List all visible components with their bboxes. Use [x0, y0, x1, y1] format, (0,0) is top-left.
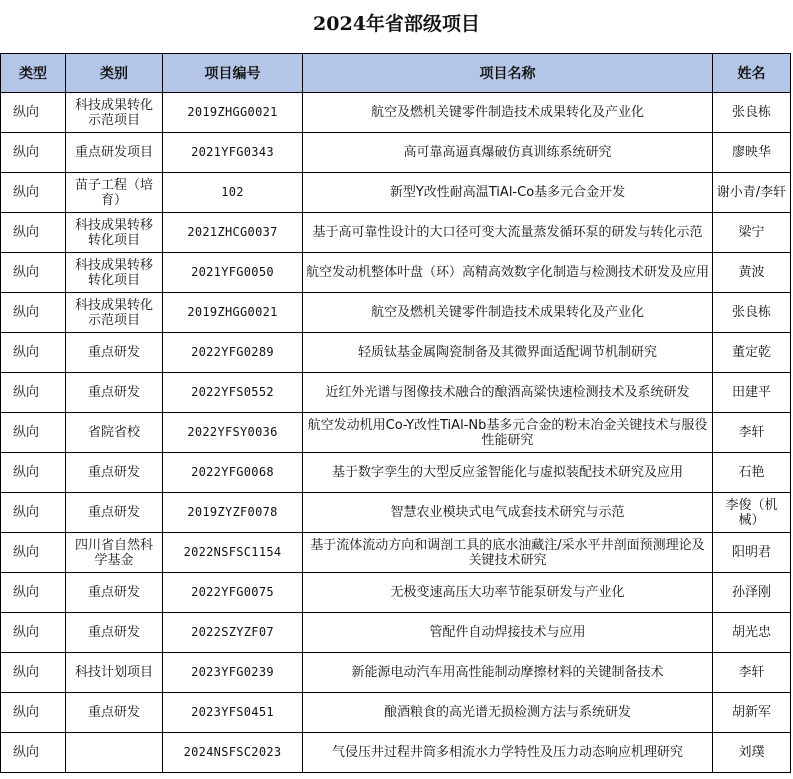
- table-row: [1, 653, 791, 693]
- cell-project-name: 酿酒粮食的高光谱无损检测方法与系统研发: [303, 693, 713, 733]
- cell-code: 2022NSFSC1154: [163, 533, 303, 573]
- cell-code: 2022YFG0289: [163, 333, 303, 373]
- table-row: [1, 293, 791, 333]
- cell-project-name: 无极变速高压大功率节能泵研发与产业化: [303, 573, 713, 613]
- table-row: [1, 453, 791, 493]
- cell-type: 纵向: [1, 413, 66, 453]
- cell-project-name: 轻质钛基金属陶瓷制备及其微界面适配调节机制研究: [303, 333, 713, 373]
- cell-type: 纵向: [1, 133, 66, 173]
- cell-project-name: 航空及燃机关键零件制造技术成果转化及产业化: [303, 93, 713, 133]
- cell-project-name: 航空发动机整体叶盘（环）高精高效数字化制造与检测技术研发及应用: [303, 253, 713, 293]
- table-row: [1, 253, 791, 293]
- cell-person: 李俊（机械）: [713, 493, 791, 533]
- cell-type: 纵向: [1, 213, 66, 253]
- header-row: [1, 54, 791, 93]
- cell-category: 苗子工程（培育）: [66, 173, 163, 213]
- cell-project-name: 气侵压井过程井筒多相流水力学特性及压力动态响应机理研究: [303, 733, 713, 773]
- cell-code: 2022SZYZF07: [163, 613, 303, 653]
- cell-type: 纵向: [1, 373, 66, 413]
- table-row: [1, 693, 791, 733]
- cell-project-name: 基于高可靠性设计的大口径可变大流量蒸发循环泵的研发与转化示范: [303, 213, 713, 253]
- cell-person: 李轩: [713, 413, 791, 453]
- cell-person: 李轩: [713, 653, 791, 693]
- cell-project-name: 近红外光谱与图像技术融合的酿酒高粱快速检测技术及系统研发: [303, 373, 713, 413]
- cell-person: 张良栋: [713, 293, 791, 333]
- cell-category: [66, 733, 163, 773]
- cell-project-name: 新型Y改性耐高温TiAl-Co基多元合金开发: [303, 173, 713, 213]
- cell-category: 重点研发: [66, 333, 163, 373]
- table-row: [1, 733, 791, 773]
- cell-category: 省院省校: [66, 413, 163, 453]
- cell-category: 重点研发: [66, 613, 163, 653]
- cell-code: 2022YFSY0036: [163, 413, 303, 453]
- table-row: [1, 573, 791, 613]
- cell-code: 2021YFG0343: [163, 133, 303, 173]
- cell-person: 黄波: [713, 253, 791, 293]
- cell-person: 梁宁: [713, 213, 791, 253]
- cell-project-name: 航空及燃机关键零件制造技术成果转化及产业化: [303, 293, 713, 333]
- cell-type: 纵向: [1, 493, 66, 533]
- cell-type: 纵向: [1, 453, 66, 493]
- header-category: 类别: [66, 54, 163, 93]
- table-row: [1, 133, 791, 173]
- header-type: 类型: [1, 54, 66, 93]
- cell-person: 刘璞: [713, 733, 791, 773]
- cell-project-name: 高可靠高逼真爆破仿真训练系统研究: [303, 133, 713, 173]
- cell-project-name: 基于流体流动方向和调剖工具的底水油藏注/采水平井剖面预测理论及关键技术研究: [303, 533, 713, 573]
- cell-code: 2024NSFSC2023: [163, 733, 303, 773]
- cell-type: 纵向: [1, 573, 66, 613]
- cell-code: 2023YFS0451: [163, 693, 303, 733]
- table-row: [1, 533, 791, 573]
- cell-project-name: 新能源电动汽车用高性能制动摩擦材料的关键制备技术: [303, 653, 713, 693]
- header-person: 姓名: [713, 54, 791, 93]
- cell-type: 纵向: [1, 693, 66, 733]
- cell-person: 孙泽刚: [713, 573, 791, 613]
- cell-code: 2022YFS0552: [163, 373, 303, 413]
- cell-person: 石艳: [713, 453, 791, 493]
- cell-category: 重点研发: [66, 373, 163, 413]
- page-title: 2024年省部级项目: [313, 13, 480, 35]
- cell-category: 科技成果转移转化项目: [66, 213, 163, 253]
- cell-category: 重点研发: [66, 573, 163, 613]
- cell-category: 科技成果转化示范项目: [66, 93, 163, 133]
- cell-code: 2021YFG0050: [163, 253, 303, 293]
- header-code: 项目编号: [163, 54, 303, 93]
- table-row: [1, 613, 791, 653]
- cell-code: 102: [163, 173, 303, 213]
- cell-code: 2019ZHGG0021: [163, 293, 303, 333]
- cell-person: 董定乾: [713, 333, 791, 373]
- projects-table: [0, 53, 791, 773]
- cell-code: 2021ZHCG0037: [163, 213, 303, 253]
- cell-category: 科技成果转化示范项目: [66, 293, 163, 333]
- cell-code: 2023YFG0239: [163, 653, 303, 693]
- cell-type: 纵向: [1, 173, 66, 213]
- cell-type: 纵向: [1, 253, 66, 293]
- cell-project-name: 智慧农业模块式电气成套技术研究与示范: [303, 493, 713, 533]
- cell-person: 廖映华: [713, 133, 791, 173]
- cell-category: 重点研发项目: [66, 133, 163, 173]
- cell-type: 纵向: [1, 93, 66, 133]
- table-row: [1, 373, 791, 413]
- cell-category: 重点研发: [66, 693, 163, 733]
- cell-project-name: 航空发动机用Co-Y改性TiAl-Nb基多元合金的粉末冶金关键技术与服役性能研究: [303, 413, 713, 453]
- cell-type: 纵向: [1, 653, 66, 693]
- cell-category: 重点研发: [66, 493, 163, 533]
- header-name: 项目名称: [303, 54, 713, 93]
- cell-person: 阳明君: [713, 533, 791, 573]
- cell-project-name: 管配件自动焊接技术与应用: [303, 613, 713, 653]
- table-body: [1, 93, 791, 773]
- cell-project-name: 基于数字孪生的大型反应釜智能化与虚拟装配技术研究及应用: [303, 453, 713, 493]
- cell-category: 四川省自然科学基金: [66, 533, 163, 573]
- cell-code: 2022YFG0075: [163, 573, 303, 613]
- cell-type: 纵向: [1, 613, 66, 653]
- table-row: [1, 213, 791, 253]
- table-row: [1, 93, 791, 133]
- cell-type: 纵向: [1, 333, 66, 373]
- cell-person: 胡新军: [713, 693, 791, 733]
- table-row: [1, 333, 791, 373]
- cell-code: 2019ZHGG0021: [163, 93, 303, 133]
- cell-person: 谢小青/李轩: [713, 173, 791, 213]
- cell-person: 田建平: [713, 373, 791, 413]
- table-row: [1, 173, 791, 213]
- cell-person: 胡光忠: [713, 613, 791, 653]
- cell-category: 科技成果转移转化项目: [66, 253, 163, 293]
- cell-type: 纵向: [1, 293, 66, 333]
- cell-code: 2022YFG0068: [163, 453, 303, 493]
- cell-person: 张良栋: [713, 93, 791, 133]
- cell-category: 科技计划项目: [66, 653, 163, 693]
- cell-category: 重点研发: [66, 453, 163, 493]
- cell-type: 纵向: [1, 733, 66, 773]
- cell-type: 纵向: [1, 533, 66, 573]
- table-row: [1, 413, 791, 453]
- table-row: [1, 493, 791, 533]
- cell-code: 2019ZYZF0078: [163, 493, 303, 533]
